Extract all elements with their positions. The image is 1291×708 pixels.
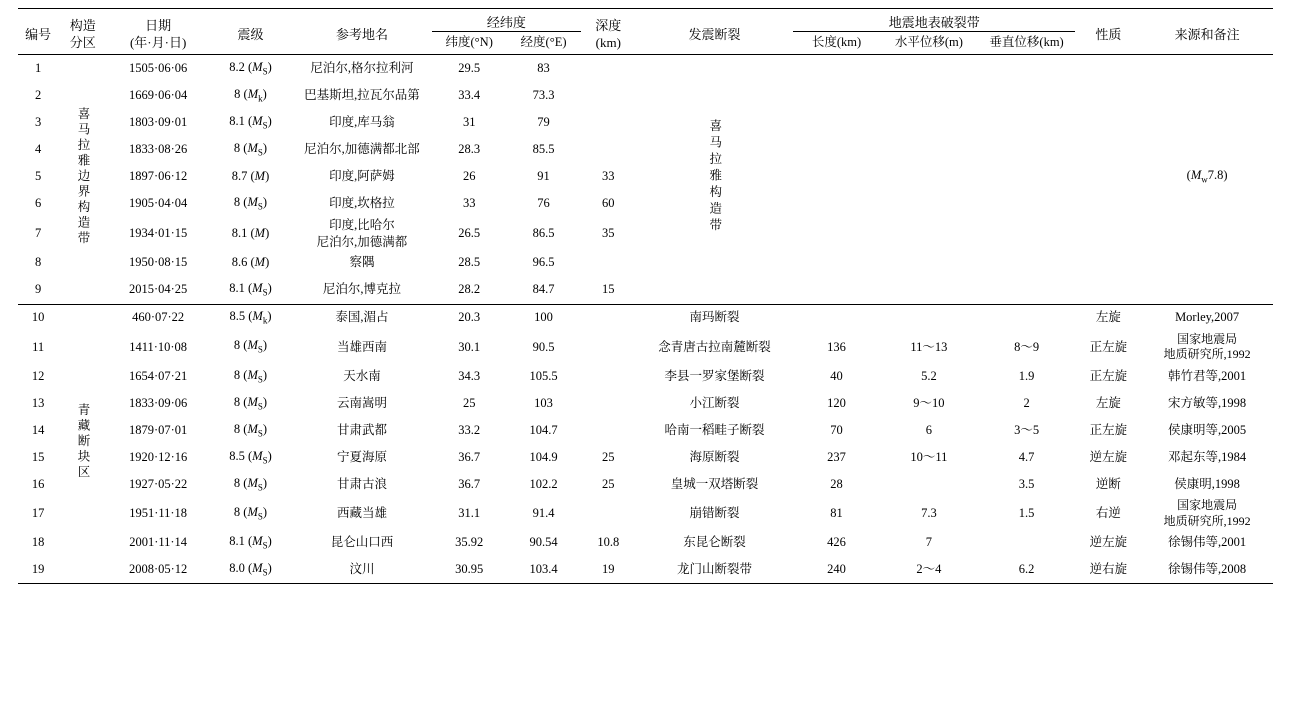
cell-place: 尼泊尔,格尔拉利河: [310, 60, 414, 75]
cell-vertical-offset: [978, 190, 1076, 217]
cell-num: 15: [31, 449, 45, 464]
cell-magnitude: 8 $(M_S)$: [233, 367, 268, 385]
earthquake-table: [18, 8, 1273, 584]
cell-depth: [581, 390, 636, 417]
cell-nature: [1075, 136, 1141, 163]
cell-latitude: 25: [462, 395, 476, 410]
cell-latitude: 34.3: [458, 368, 481, 383]
cell-longitude: 104.9: [529, 449, 558, 464]
col-header-horizontal-offset: 水平位移(m): [894, 35, 963, 50]
cell-vertical-offset: 1.9: [1018, 368, 1035, 383]
cell-source: 侯康明,1998: [1174, 476, 1240, 491]
table-row: [18, 556, 1273, 584]
cell-source: 邓起东等,1984: [1168, 449, 1247, 464]
cell-source: [1141, 136, 1273, 163]
cell-latitude: 28.5: [458, 255, 481, 270]
cell-length: [793, 163, 880, 190]
cell-length: [793, 109, 880, 136]
header-row-1: [18, 9, 1273, 32]
cell-fault: 东昆仑断裂: [683, 534, 746, 549]
cell-vertical-offset: [978, 277, 1076, 305]
cell-place: 印度,阿萨姆: [329, 168, 395, 183]
cell-source: [1141, 250, 1273, 277]
cell-fault: 崩错断裂: [689, 505, 740, 520]
cell-place: 当雄西南: [336, 339, 387, 354]
cell-latitude: 33: [462, 195, 476, 210]
cell-fault: 南玛断裂: [636, 304, 793, 332]
cell-nature: 正左旋: [1089, 339, 1128, 354]
cell-date: 1934·01·15: [128, 225, 188, 240]
table-row: [18, 417, 1273, 444]
cell-magnitude: 8 $(M_S)$: [233, 475, 268, 493]
cell-zone-qingzang: [58, 304, 107, 583]
cell-length: [793, 136, 880, 163]
cell-nature: [1075, 55, 1141, 83]
cell-vertical-offset: [978, 304, 1076, 332]
col-header-place: 参考地名: [292, 9, 432, 55]
cell-place: 汶川: [349, 561, 375, 576]
cell-nature: 左旋: [1095, 395, 1121, 410]
cell-date: 1927·05·22: [128, 476, 188, 491]
cell-source: 徐锡伟等,2001: [1168, 534, 1247, 549]
cell-longitude: 86.5: [532, 225, 555, 240]
cell-depth: [581, 498, 636, 529]
cell-magnitude: 8.6 (M): [231, 255, 270, 270]
table-row: [18, 390, 1273, 417]
cell-longitude: 84.7: [532, 282, 555, 297]
cell-magnitude: 8.1 $(M_S)$: [229, 281, 272, 298]
cell-fault: 哈南一稻畦子断裂: [664, 422, 765, 437]
cell-place: 印度,库马翁: [329, 114, 395, 129]
cell-longitude: 90.5: [532, 339, 555, 354]
cell-place: 察隅: [349, 255, 375, 270]
cell-place: 印度,比哈尔 尼泊尔,加德满都: [316, 218, 408, 249]
cell-date: 1905·04·04: [128, 195, 188, 210]
cell-latitude: 20.3: [432, 304, 506, 332]
cell-nature: 逆断: [1095, 476, 1121, 491]
cell-num: 7: [35, 225, 42, 240]
cell-horizontal-offset: 9～10: [913, 395, 945, 410]
cell-date: 1897·06·12: [128, 168, 188, 183]
cell-horizontal-offset: 7: [925, 534, 933, 549]
cell-source: [1141, 109, 1273, 136]
cell-horizontal-offset: [880, 136, 978, 163]
cell-num: 13: [31, 395, 45, 410]
cell-num: 9: [35, 282, 42, 297]
cell-nature: 逆右旋: [1089, 561, 1128, 576]
cell-latitude: 33.2: [458, 422, 481, 437]
cell-nature: 右逆: [1095, 505, 1121, 520]
cell-nature: [1075, 277, 1141, 305]
cell-vertical-offset: 8～9: [1014, 339, 1040, 354]
col-header-depth-line1: 深度: [595, 18, 622, 34]
cell-longitude: 90.54: [529, 534, 558, 549]
cell-longitude: 91: [537, 168, 550, 183]
cell-longitude: 73.3: [532, 87, 555, 102]
cell-place: 泰国,湄占: [292, 304, 432, 332]
cell-date: 1654·07·21: [128, 368, 188, 383]
table-row: [18, 363, 1273, 390]
cell-place: 昆仑山口西: [330, 534, 394, 549]
cell-source: [1141, 55, 1273, 83]
cell-depth: 19: [602, 561, 615, 576]
cell-length: 426: [827, 534, 846, 549]
footer-rule: [18, 584, 1273, 585]
col-header-coordinates-group: 经纬度: [432, 9, 581, 32]
cell-place: 尼泊尔,加德满都北部: [304, 141, 420, 156]
cell-length: 28: [830, 476, 843, 491]
cell-horizontal-offset: 7.3: [921, 505, 937, 520]
cell-place: 西藏当雄: [336, 505, 387, 520]
cell-depth: 25: [602, 476, 615, 491]
cell-num: 14: [31, 422, 45, 437]
cell-latitude: 29.5: [458, 60, 481, 75]
cell-latitude: 26: [462, 168, 476, 183]
table-row: [18, 332, 1273, 363]
cell-longitude: 91.4: [532, 505, 555, 520]
cell-depth: [581, 136, 636, 163]
cell-vertical-offset: [978, 109, 1076, 136]
cell-horizontal-offset: [880, 217, 978, 250]
cell-vertical-offset: [978, 82, 1076, 109]
cell-vertical-offset: [978, 529, 1076, 556]
cell-longitude: 105.5: [529, 368, 558, 383]
col-header-zone: [58, 9, 107, 55]
cell-date: 2015·04·25: [128, 282, 188, 297]
cell-vertical-offset: [978, 136, 1076, 163]
cell-horizontal-offset: 2～4: [916, 561, 942, 576]
table-row: [18, 471, 1273, 498]
cell-horizontal-offset: [880, 277, 978, 305]
table-header: [18, 9, 1273, 55]
cell-date: 1920·12·16: [128, 449, 188, 464]
cell-latitude: 28.2: [458, 282, 481, 297]
cell-horizontal-offset: [880, 190, 978, 217]
cell-horizontal-offset: [880, 55, 978, 83]
cell-depth: [581, 82, 636, 109]
cell-latitude: 26.5: [458, 225, 481, 240]
cell-depth: [581, 250, 636, 277]
cell-length: 237: [827, 449, 846, 464]
cell-depth: 10.8: [597, 534, 620, 549]
cell-latitude: 31: [462, 114, 476, 129]
zone-label-qingzang: 青藏断块区: [76, 402, 90, 481]
cell-nature: [1075, 163, 1141, 190]
cell-horizontal-offset: [880, 471, 978, 498]
cell-longitude: 103: [534, 395, 553, 410]
cell-source: [1141, 217, 1273, 250]
cell-length: [793, 190, 880, 217]
col-header-vertical-offset: 垂直位移(km): [989, 35, 1064, 50]
cell-horizontal-offset: 11～13: [910, 339, 948, 354]
table-row: [18, 304, 1273, 332]
cell-date: 1950·08·15: [128, 255, 188, 270]
cell-vertical-offset: [978, 250, 1076, 277]
col-header-depth: [581, 9, 636, 55]
cell-num: 1: [35, 60, 42, 75]
cell-length: 136: [827, 339, 846, 354]
cell-horizontal-offset: 10～11: [910, 449, 948, 464]
cell-longitude: 100: [506, 304, 580, 332]
cell-fault: 海原断裂: [689, 449, 740, 464]
table-row: [18, 444, 1273, 471]
cell-source: [1141, 190, 1273, 217]
cell-magnitude: 8.1 $(M_S)$: [229, 113, 272, 131]
cell-nature: 逆左旋: [1089, 449, 1128, 464]
cell-longitude: 83: [537, 60, 550, 75]
rule: [18, 584, 1273, 585]
cell-length: [793, 82, 880, 109]
cell-magnitude: 8.0 $(M_S)$: [229, 560, 272, 578]
cell-date: 1833·09·06: [128, 395, 188, 410]
cell-fault: 小江断裂: [689, 395, 740, 410]
cell-fault: 皇城一双塔断裂: [670, 476, 759, 491]
cell-magnitude: 8 $(M_S)$: [233, 338, 268, 355]
zone-label-himalaya: 喜马拉雅边界构造带: [76, 107, 90, 247]
cell-date: 2008·05·12: [128, 561, 188, 576]
col-header-fault: 发震断裂: [636, 9, 793, 55]
cell-longitude: 96.5: [532, 255, 555, 270]
cell-num: 3: [35, 114, 42, 129]
cell-depth: 15: [602, 282, 615, 297]
cell-latitude: 30.1: [458, 339, 481, 354]
cell-length: 240: [827, 561, 846, 576]
cell-source: 国家地震局 地质研究所,1992: [1163, 497, 1251, 528]
cell-magnitude: 8 $(M_S)$: [233, 504, 268, 522]
cell-source: [1141, 82, 1273, 109]
cell-date: 1411·10·08: [129, 339, 188, 354]
cell-nature: [1075, 250, 1141, 277]
cell-magnitude: 8.7 (M): [231, 168, 270, 183]
cell-length: 81: [830, 505, 843, 520]
cell-num: 18: [31, 534, 45, 549]
cell-magnitude: 8 $(M_S)$: [233, 421, 268, 439]
cell-place: 尼泊尔,博克拉: [322, 282, 402, 297]
cell-nature: 左旋: [1075, 304, 1141, 332]
col-header-magnitude: 震级: [209, 9, 292, 55]
table-body: [18, 55, 1273, 584]
cell-vertical-offset: 3～5: [1014, 422, 1040, 437]
cell-source: 韩竹君等,2001: [1168, 368, 1247, 383]
cell-source: Morley,2007: [1141, 304, 1273, 332]
cell-vertical-offset: 3.5: [1018, 476, 1035, 491]
col-header-length: 长度(km): [811, 35, 862, 50]
cell-place: 天水南: [343, 368, 381, 383]
cell-depth: 60: [602, 195, 615, 210]
cell-magnitude: 8 $(M_k)$: [234, 86, 267, 104]
cell-length: [793, 55, 880, 83]
cell-length: 120: [827, 395, 846, 410]
cell-length: [793, 217, 880, 250]
cell-date: 1879·07·01: [128, 422, 188, 437]
cell-nature: 正左旋: [1089, 368, 1128, 383]
cell-num: 4: [35, 141, 42, 156]
cell-depth: [581, 417, 636, 444]
cell-num: 5: [35, 168, 42, 183]
cell-depth: 35: [602, 225, 615, 240]
cell-source: 国家地震局 地质研究所,1992: [1163, 331, 1251, 362]
cell-magnitude: 8.5 $(M_k)$: [209, 304, 292, 332]
cell-horizontal-offset: 5.2: [921, 368, 937, 383]
cell-latitude: 36.7: [458, 449, 481, 464]
cell-depth: [581, 363, 636, 390]
cell-place: 印度,坎格拉: [329, 195, 395, 210]
cell-latitude: 31.1: [458, 505, 481, 520]
col-header-depth-line2: (km): [595, 34, 621, 50]
cell-horizontal-offset: [880, 304, 978, 332]
cell-latitude: 36.7: [458, 476, 481, 491]
cell-date: 1669·06·04: [128, 87, 188, 102]
cell-fault-group: [636, 55, 793, 305]
cell-date: 1951·11·18: [129, 505, 188, 520]
cell-zone-himalaya: [58, 55, 107, 305]
col-header-zone-line1: 构造: [69, 18, 96, 34]
cell-date: 460·07·22: [107, 304, 209, 332]
col-header-longitude: 经度(°E): [520, 35, 567, 50]
cell-horizontal-offset: [880, 250, 978, 277]
table-row: [18, 55, 1273, 83]
col-header-date: [107, 9, 209, 55]
table-row: [18, 498, 1273, 529]
cell-num: 2: [35, 87, 42, 102]
cell-longitude: 76: [537, 195, 550, 210]
cell-longitude: 103.4: [529, 561, 558, 576]
col-header-nature: 性质: [1075, 9, 1141, 55]
cell-vertical-offset: 1.5: [1018, 505, 1035, 520]
cell-num: 8: [35, 255, 42, 270]
cell-place: 甘肃古浪: [336, 476, 387, 491]
cell-fault: 念青唐古拉南麓断裂: [658, 339, 771, 354]
cell-num: 11: [32, 339, 45, 354]
cell-length: [793, 277, 880, 305]
cell-nature: [1075, 82, 1141, 109]
cell-vertical-offset: 6.2: [1018, 561, 1035, 576]
cell-latitude: 28.3: [458, 141, 481, 156]
cell-vertical-offset: 4.7: [1018, 449, 1035, 464]
col-header-rupture-group: 地震地表破裂带: [793, 9, 1075, 32]
cell-place: 甘肃武都: [336, 422, 387, 437]
cell-source: $(M_w7.8)$: [1186, 167, 1228, 185]
col-header-source: 来源和备注: [1141, 9, 1273, 55]
col-header-date-line2: (年·月·日): [129, 34, 187, 50]
cell-magnitude: 8 $(M_S)$: [233, 194, 268, 212]
cell-num: 12: [31, 368, 45, 383]
cell-num: 19: [31, 561, 45, 576]
cell-date: 2001·11·14: [129, 534, 188, 549]
cell-horizontal-offset: [880, 163, 978, 190]
cell-depth: [581, 109, 636, 136]
fault-group-label: 喜马拉雅构造带: [707, 119, 722, 235]
cell-nature: [1075, 217, 1141, 250]
cell-length: [793, 304, 880, 332]
cell-nature: [1075, 190, 1141, 217]
cell-magnitude: 8.2 $(M_S)$: [229, 59, 272, 77]
cell-place: 巴基斯坦,拉瓦尔品第: [304, 87, 420, 102]
cell-horizontal-offset: [880, 82, 978, 109]
cell-date: 1505·06·06: [128, 60, 188, 75]
cell-magnitude: 8.1 (M): [231, 225, 270, 240]
cell-source: 徐锡伟等,2008: [1168, 561, 1247, 576]
cell-magnitude: 8.1 $(M_S)$: [229, 533, 272, 551]
cell-latitude: 30.95: [455, 561, 484, 576]
cell-longitude: 85.5: [532, 141, 555, 156]
cell-length: 70: [830, 422, 843, 437]
cell-place: 宁夏海原: [336, 449, 387, 464]
cell-nature: 正左旋: [1089, 422, 1128, 437]
document-page: [0, 8, 1291, 708]
cell-num: 10: [18, 304, 58, 332]
col-header-num: 编号: [18, 9, 58, 55]
cell-vertical-offset: [978, 163, 1076, 190]
cell-num: 16: [31, 476, 45, 491]
cell-latitude: 35.92: [455, 534, 484, 549]
table-row: [18, 529, 1273, 556]
cell-latitude: 33.4: [458, 87, 481, 102]
cell-date: 1803·09·01: [128, 114, 188, 129]
cell-magnitude: 8 $(M_S)$: [233, 394, 268, 412]
col-header-latitude: 纬度(°N): [445, 35, 493, 50]
cell-longitude: 102.2: [529, 476, 558, 491]
cell-length: 40: [830, 368, 843, 383]
cell-magnitude: 8 $(M_S)$: [233, 140, 268, 158]
cell-depth: 25: [602, 449, 615, 464]
cell-magnitude: 8.5 $(M_S)$: [229, 448, 272, 466]
cell-num: 6: [35, 195, 42, 210]
cell-horizontal-offset: [880, 109, 978, 136]
cell-depth: [581, 304, 636, 332]
col-header-zone-line2: 分区: [69, 34, 96, 50]
cell-source: [1141, 277, 1273, 305]
cell-fault: 李县一罗家堡断裂: [664, 368, 765, 383]
cell-source: 宋方敏等,1998: [1168, 395, 1247, 410]
cell-vertical-offset: 2: [1023, 395, 1030, 410]
cell-nature: 逆左旋: [1089, 534, 1128, 549]
cell-date: 1833·08·26: [128, 141, 188, 156]
cell-num: 17: [31, 505, 45, 520]
cell-nature: [1075, 109, 1141, 136]
cell-vertical-offset: [978, 55, 1076, 83]
cell-longitude: 79: [537, 114, 550, 129]
cell-vertical-offset: [978, 217, 1076, 250]
cell-depth: [581, 55, 636, 83]
cell-depth: [581, 332, 636, 363]
cell-source: 侯康明等,2005: [1168, 422, 1247, 437]
cell-length: [793, 250, 880, 277]
table-footer: [18, 584, 1273, 585]
cell-place: 云南嵩明: [336, 395, 387, 410]
cell-horizontal-offset: 6: [925, 422, 933, 437]
cell-longitude: 104.7: [529, 422, 558, 437]
col-header-date-line1: 日期: [145, 18, 172, 34]
cell-fault: 龙门山断裂带: [676, 561, 752, 576]
cell-depth: 33: [602, 168, 615, 183]
